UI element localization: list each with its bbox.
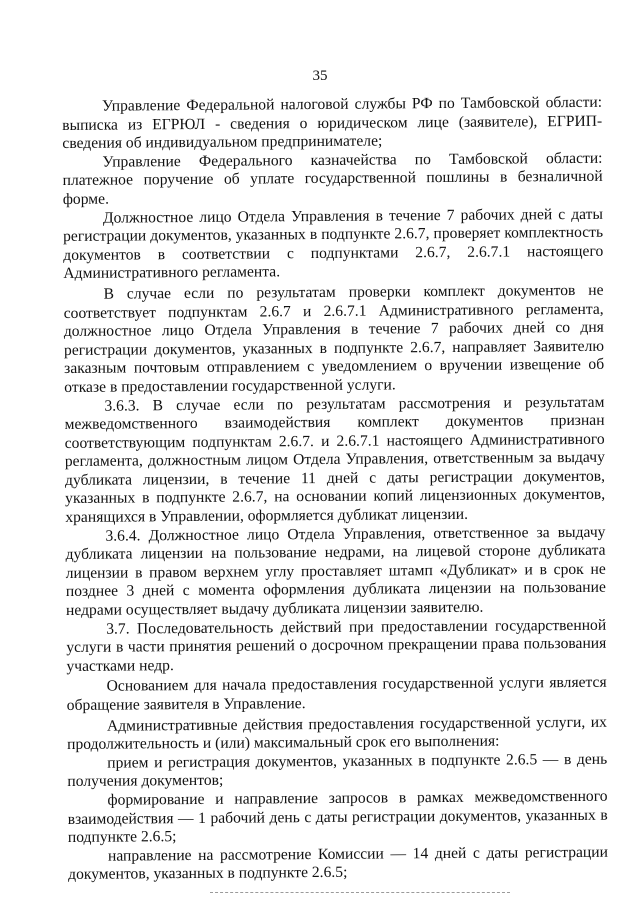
paragraph-admin-actions: Административные действия предоставления государственной услуги, их продолжительность и (или) максимальный срок его выполнения: [67,713,607,754]
list-item-commission: направление на рассмотрение Комиссии — 14 дней с даты регистрации документов, указанных в подпункте 2.6.5; [68,843,609,884]
paragraph-treasury-payment: Управление Федерального казначейства по Тамбовской области: платежное поручение об уплате государственной пошлины в безналичной форме. [62,149,603,208]
list-item-reception: прием и регистрация документов, указанных в подпункте 2.6.5 — в день получения документов; [67,750,608,791]
paragraph-3-6-4: 3.6.4. Должностное лицо Отдела Управления, ответственное за выдачу дубликата лицензии на пользование недрами, на лицевой стороне дубликата лицензии в правом верхнем углу проставляет штамп «Дубликат» и в срок не позднее 3 дней с момента оформления дубликата лицензии на пользование недрами осуществляет выдачу дубликата лицензии заявителю. [65,523,606,620]
paragraph-3-7: 3.7. Последовательность действий при предоставлении государственной услуги в части принятия решений о досрочном прекращении права пользования участками недр. [66,616,607,675]
document-body [62,94,608,885]
paragraph-3-6-3: 3.6.3. В случае если по результатам рассмотрения и результатам межведомственного взаимодействия комплект документов признан соответствующим подпунктам 2.6.7. и 2.6.7.1 настоящего Административного регламента, должностным лицом Отдела Управления, ответственным за выдачу дубликата лицензии, в течение 11 дней с даты регистрации документов, указанных в подпункте 2.6.7, на основании копий лицензионных документов, хранящихся в Управлении, оформляется дубликат лицензии. [64,393,606,527]
list-item-requests: формирование и направление запросов в рамках межведомственного взаимодействия — 1 рабочий день с даты регистрации документов, указанных в подпункте 2.6.5; [67,787,608,847]
bottom-scan-rule [210,892,510,893]
paragraph-basis: Основанием для начала предоставления государственной услуги является обращение заявителя в Управление. [66,674,607,714]
page-number: 35 [312,68,328,84]
paragraph-refusal-notice: В случае если по результатам проверки комплект документов не соответствует подпунктам 2.6.7 и 2.6.7.1 Административного регламента, должностное лицо Отдела Управления в течение 7 рабочих дней со дня регистрации документов, указанных в подпункте 2.6.7, направляет Заявителю заказным почтовым отправлением с уведомлением о вручении извещение об отказе в предоставлении государственной услуги. [63,281,605,396]
paragraph-completeness-check: Должностное лицо Отдела Управления в течение 7 рабочих дней с даты регистрации документов, указанных в подпункте 2.6.7, проверяет комплектность документов в соответствии с подпунктами 2.6.7, 2.6.7.1 настоящего Административного регламента. [63,205,604,283]
paragraph-fns-extract: Управление Федеральной налоговой службы РФ по Тамбовской области: выписка из ЕГРЮЛ - сведения о юридическом лице (заявителе), ЕГРИП- сведения об индивидуальном предпринимателе; [62,93,603,153]
